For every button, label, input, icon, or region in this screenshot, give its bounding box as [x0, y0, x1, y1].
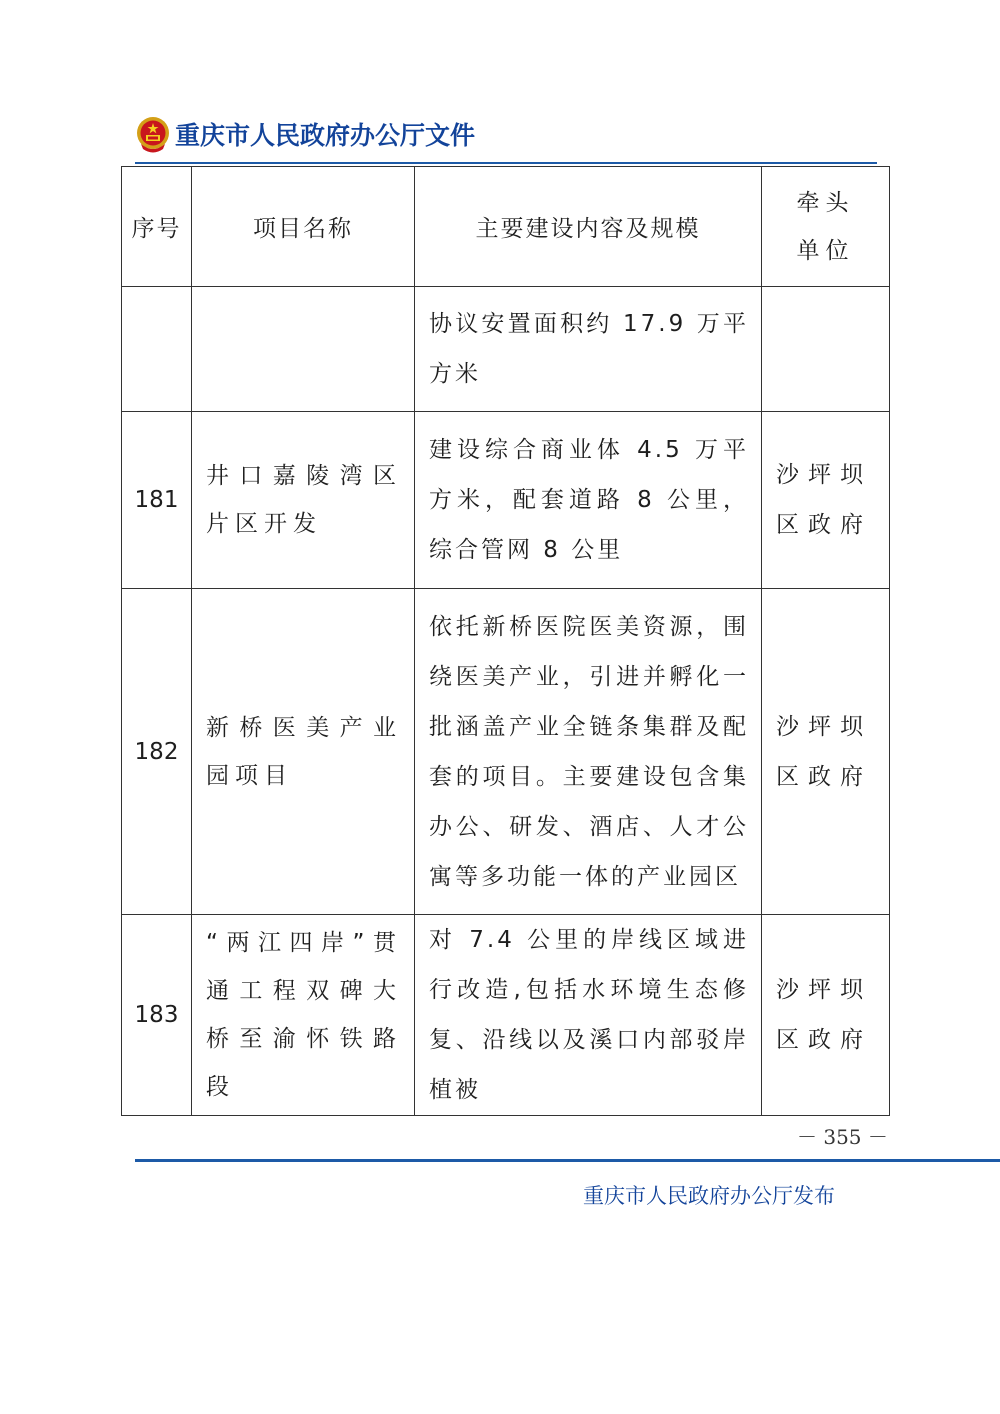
- footer-divider: [135, 1159, 1000, 1162]
- table-header-row: [122, 167, 890, 287]
- header-divider: [135, 162, 877, 164]
- row-number: 183: [122, 915, 192, 1116]
- footer-publisher: 重庆市人民政府办公厅发布: [583, 1184, 835, 1208]
- header-title: 重庆市人民政府办公厅文件: [175, 121, 476, 150]
- column-header-project-name: 项目名称: [192, 167, 415, 287]
- project-name: “两江四岸”贯通工程双碑大桥至渝怀铁路段: [192, 915, 415, 1116]
- table-row: [122, 287, 890, 412]
- project-name: 新桥医美产业园项目: [192, 589, 415, 915]
- page-number: － 355 －: [797, 1125, 888, 1149]
- project-name: 井口嘉陵湾区片区开发: [192, 412, 415, 589]
- table-row: [122, 412, 890, 589]
- lead-unit: [762, 287, 890, 412]
- project-name: [192, 287, 415, 412]
- lead-unit: 沙坪坝区政府: [762, 915, 890, 1116]
- project-content: 协议安置面积约 17.9 万平方米: [415, 287, 762, 412]
- lead-unit: 沙坪坝区政府: [762, 412, 890, 589]
- project-content: 建设综合商业体 4.5 万平方米，配套道路 8 公里，综合管网 8 公里: [415, 412, 762, 589]
- column-header-content: 主要建设内容及规模: [415, 167, 762, 287]
- column-header-lead-unit: 牵头单位: [762, 167, 890, 287]
- column-header-number: 序号: [122, 167, 192, 287]
- national-emblem-icon: [135, 114, 171, 154]
- table-row: [122, 915, 890, 1116]
- project-table: [121, 166, 890, 1116]
- document-header: [135, 112, 475, 156]
- table-row: [122, 589, 890, 915]
- row-number: 182: [122, 589, 192, 915]
- row-number: [122, 287, 192, 412]
- row-number: 181: [122, 412, 192, 589]
- lead-unit: 沙坪坝区政府: [762, 589, 890, 915]
- project-content: 依托新桥医院医美资源，围绕医美产业，引进并孵化一批涵盖产业全链条集群及配套的项目。主要建设包含集办公、研发、酒店、人才公寓等多功能一体的产业园区: [415, 589, 762, 915]
- project-content: 对 7.4 公里的岸线区域进行改造,包括水环境生态修复、沿线以及溪口内部驳岸植被: [415, 915, 762, 1116]
